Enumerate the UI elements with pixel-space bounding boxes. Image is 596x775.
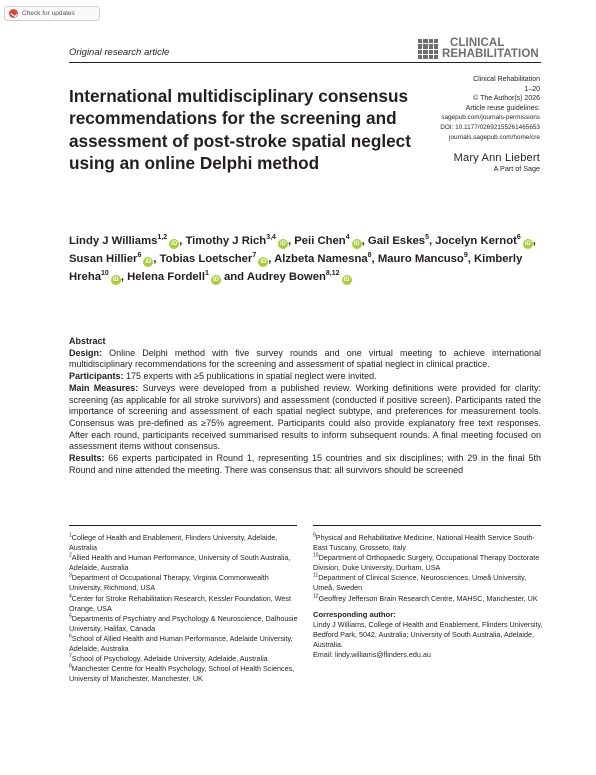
affiliation-text: Center for Stroke Rehabilitation Research, Kessler Foundation, West Orange, USA: [69, 593, 291, 613]
author-affiliation-marker: 6: [137, 252, 142, 260]
author-affiliation-marker: 10: [101, 270, 109, 278]
author-separator: ,: [361, 235, 368, 247]
author-name: Kimberly Hreha: [69, 253, 523, 283]
affiliation-number: 4: [69, 593, 72, 600]
author-name: Gail Eskes: [367, 235, 426, 247]
affiliations-left: [69, 533, 301, 684]
abstract-participants: Participants: 175 experts with ≥5 publications in spatial neglect were invited.: [69, 371, 377, 382]
affiliation-text: Department of Occupational Therapy, Virginia Commonwealth University, Richmond, USA: [69, 573, 269, 593]
affiliation-item: [69, 573, 301, 593]
article-type: Original research article: [69, 47, 170, 58]
affiliation-number: 6: [69, 633, 72, 640]
publisher-subtitle: A Part of Sage: [493, 164, 540, 173]
author-affiliation-marker: 8,12: [325, 270, 340, 278]
affiliation-number: 3: [69, 572, 72, 579]
permissions-link[interactable]: sagepub.com/journals-permissions: [441, 114, 540, 122]
orcid-icon[interactable]: iD: [112, 277, 119, 283]
affiliation-item: [69, 553, 301, 573]
journal-homepage-link[interactable]: journals.sagepub.com/home/cre: [449, 133, 540, 141]
affiliation-item: [69, 664, 301, 684]
orcid-icon[interactable]: iD: [212, 277, 219, 283]
author-name: Tobias Loetscher: [159, 253, 253, 265]
corresponding-author-email[interactable]: Email: lindy.williams@flinders.edu.au: [313, 650, 431, 660]
author-separator: and: [220, 271, 247, 283]
affiliation-item: [69, 634, 301, 654]
author-name: Mauro Mancuso: [377, 253, 464, 265]
author-affiliation-marker: 7: [252, 252, 257, 260]
author-separator: ,: [467, 253, 475, 265]
publisher-logo: [454, 152, 540, 173]
journal-name: Clinical Rehabilitation: [473, 76, 540, 83]
article-title: International multidisciplinary consensus recommendations for the screening and assessment of post-stroke spatial neglect using an online Delphi method: [69, 86, 411, 174]
corresponding-author-address: Lindy J Williams, College of Health and Enablement, Flinders University, Bedford Park, 5042, Australia; University of South Australia, Adelaide, Australia.: [313, 619, 543, 649]
author-name: Timothy J Rich: [185, 235, 267, 247]
author-separator: ,: [532, 235, 536, 247]
author-name: Peii Chen: [294, 235, 346, 247]
author-name: Lindy J Williams: [69, 235, 158, 247]
author-name: Susan Hillier: [69, 253, 138, 265]
footnote-rule-right: [313, 525, 541, 526]
orcid-icon[interactable]: iD: [353, 241, 360, 247]
orcid-icon[interactable]: iD: [260, 259, 267, 265]
affiliation-item: [313, 573, 545, 593]
journal-logo: [418, 38, 539, 60]
affiliation-item: [313, 533, 545, 553]
abstract-main-measures: Main Measures: Surveys were developed from a published review. Working definitions were provided for clarity: screening (as applicable for all stroke survivors) and assessment (conducted if positive screen). Participants rated the importance of screening and assessment of each spatial neglect subtype, and preferences for measurement tools. Consensus was pre-defined as ≥75% agreement. Participants could also provide explanatory free text responses. After each round, participants received summarised results to inform subsequent rounds. A final meeting focused on assessment items without consensus.: [69, 382, 541, 452]
author-separator: ,: [179, 235, 186, 247]
author-name: Audrey Bowen: [246, 271, 326, 283]
check-for-updates-label: Check for updates: [22, 10, 75, 17]
affiliation-text: College of Health and Enablement, Flinders University, Adelaide, Australia: [69, 533, 278, 553]
author-separator: ,: [153, 253, 160, 265]
author-separator: ,: [428, 235, 436, 247]
abstract-results: Results: 66 experts participated in Round 1, representing 15 countries and six disciplines; with 29 in the final 5th Round and nine attended the meeting. There was consensus that: all survivors should be screened: [69, 453, 541, 475]
affiliation-text: Department of Orthopaedic Surgery, Occupational Therapy Doctorate Division, Duke University, Durham, USA: [313, 553, 540, 573]
check-update-icon: [9, 9, 18, 18]
affiliation-number: 8: [69, 663, 72, 670]
abstract: [69, 336, 541, 476]
author-affiliation-marker: 6: [516, 234, 521, 242]
author-name: Helena Fordell: [127, 271, 205, 283]
affiliation-item: [69, 614, 301, 634]
copyright: © The Author(s) 2026: [473, 95, 540, 103]
affiliation-number: 7: [69, 653, 72, 660]
author-name: Alzbeta Namesna: [274, 253, 368, 265]
article-meta: [440, 75, 540, 142]
corresponding-author-heading: Corresponding author:: [313, 609, 396, 619]
abstract-design: Design: Online Delphi method with five survey rounds and one virtual meeting to achieve international multidisciplinary recommendations for the screening and assessment of spatial neglect in clinical practice.: [69, 347, 541, 370]
author-separator: ,: [268, 253, 275, 265]
affiliation-text: Geoffrey Jefferson Brain Research Centre, MAHSC, Manchester, UK: [318, 593, 538, 603]
author-name: Jocelyn Kernot: [435, 235, 517, 247]
journal-logo-line2: REHABILITATION: [442, 48, 539, 60]
doi-link[interactable]: DOI: 10.1177/02692155261465653: [440, 123, 540, 131]
footnote-rule-left: [69, 525, 297, 526]
affiliation-text: Manchester Centre for Health Psychology, School of Health Sciences, University of Manchester, Manchester, UK: [69, 664, 295, 684]
orcid-icon[interactable]: iD: [524, 241, 531, 247]
check-for-updates-button[interactable]: [4, 6, 100, 21]
author-affiliation-marker: 1: [204, 270, 209, 278]
publisher-name: Mary Ann Liebert: [453, 152, 540, 164]
journal-logo-grid-icon: [418, 39, 438, 59]
affiliation-number: 5: [69, 613, 72, 620]
author-affiliation-marker: 5: [425, 234, 429, 242]
author-separator: ,: [287, 235, 295, 247]
header-rule: [69, 62, 541, 63]
abstract-heading: Abstract: [69, 336, 106, 346]
orcid-icon[interactable]: iD: [343, 277, 350, 283]
affiliation-text: Departments of Psychiatry and Psychology & Neuroscience, Dalhousie University, Halifax, Canada: [69, 613, 298, 633]
reuse-guidelines-label: Article reuse guidelines:: [465, 104, 540, 112]
orcid-icon[interactable]: iD: [171, 241, 178, 247]
affiliation-item: [313, 594, 545, 604]
author-separator: ,: [120, 271, 128, 283]
affiliation-text: Department of Clinical Science, Neurosciences, Umeå University, Umeå, Sweden: [313, 573, 527, 593]
author-affiliation-marker: 4: [345, 234, 350, 242]
affiliation-item: [69, 533, 301, 553]
affiliation-text: School of Allied Health and Human Performance, Adelaide University, Adelaide, Australia: [69, 633, 293, 654]
author-affiliation-marker: 8: [367, 252, 372, 260]
author-affiliation-marker: 1,2: [157, 234, 168, 242]
affiliation-item: [69, 654, 301, 664]
orcid-icon[interactable]: iD: [145, 259, 152, 265]
author-affiliation-marker: 3,4: [266, 234, 276, 242]
author-affiliation-marker: 9: [463, 252, 468, 260]
page-range: 1–20: [524, 85, 540, 93]
affiliation-text: School of Psychology, Adelaide University, Adelaide, Australia: [71, 654, 268, 664]
affiliation-text: Physical and Rehabilitative Medicine, National Health Service South-East Tuscany, Grosseto, Italy: [313, 533, 535, 553]
affiliation-number: 10: [313, 552, 319, 559]
affiliation-item: [313, 553, 545, 573]
author-separator: ,: [371, 253, 378, 265]
affiliations-right: [313, 533, 545, 660]
affiliation-number: 2: [69, 552, 72, 559]
journal-logo-line1: CLINICAL: [450, 37, 505, 49]
affiliation-number: 12: [313, 593, 319, 600]
affiliation-number: 11: [313, 572, 319, 579]
affiliation-text: Allied Health and Human Performance, University of South Australia, Adelaide, Australia: [69, 553, 291, 573]
affiliation-number: 1: [69, 532, 72, 539]
orcid-icon[interactable]: iD: [279, 241, 286, 247]
author-list: [69, 232, 549, 286]
affiliation-number: 9: [313, 532, 316, 539]
affiliation-item: [69, 594, 301, 614]
